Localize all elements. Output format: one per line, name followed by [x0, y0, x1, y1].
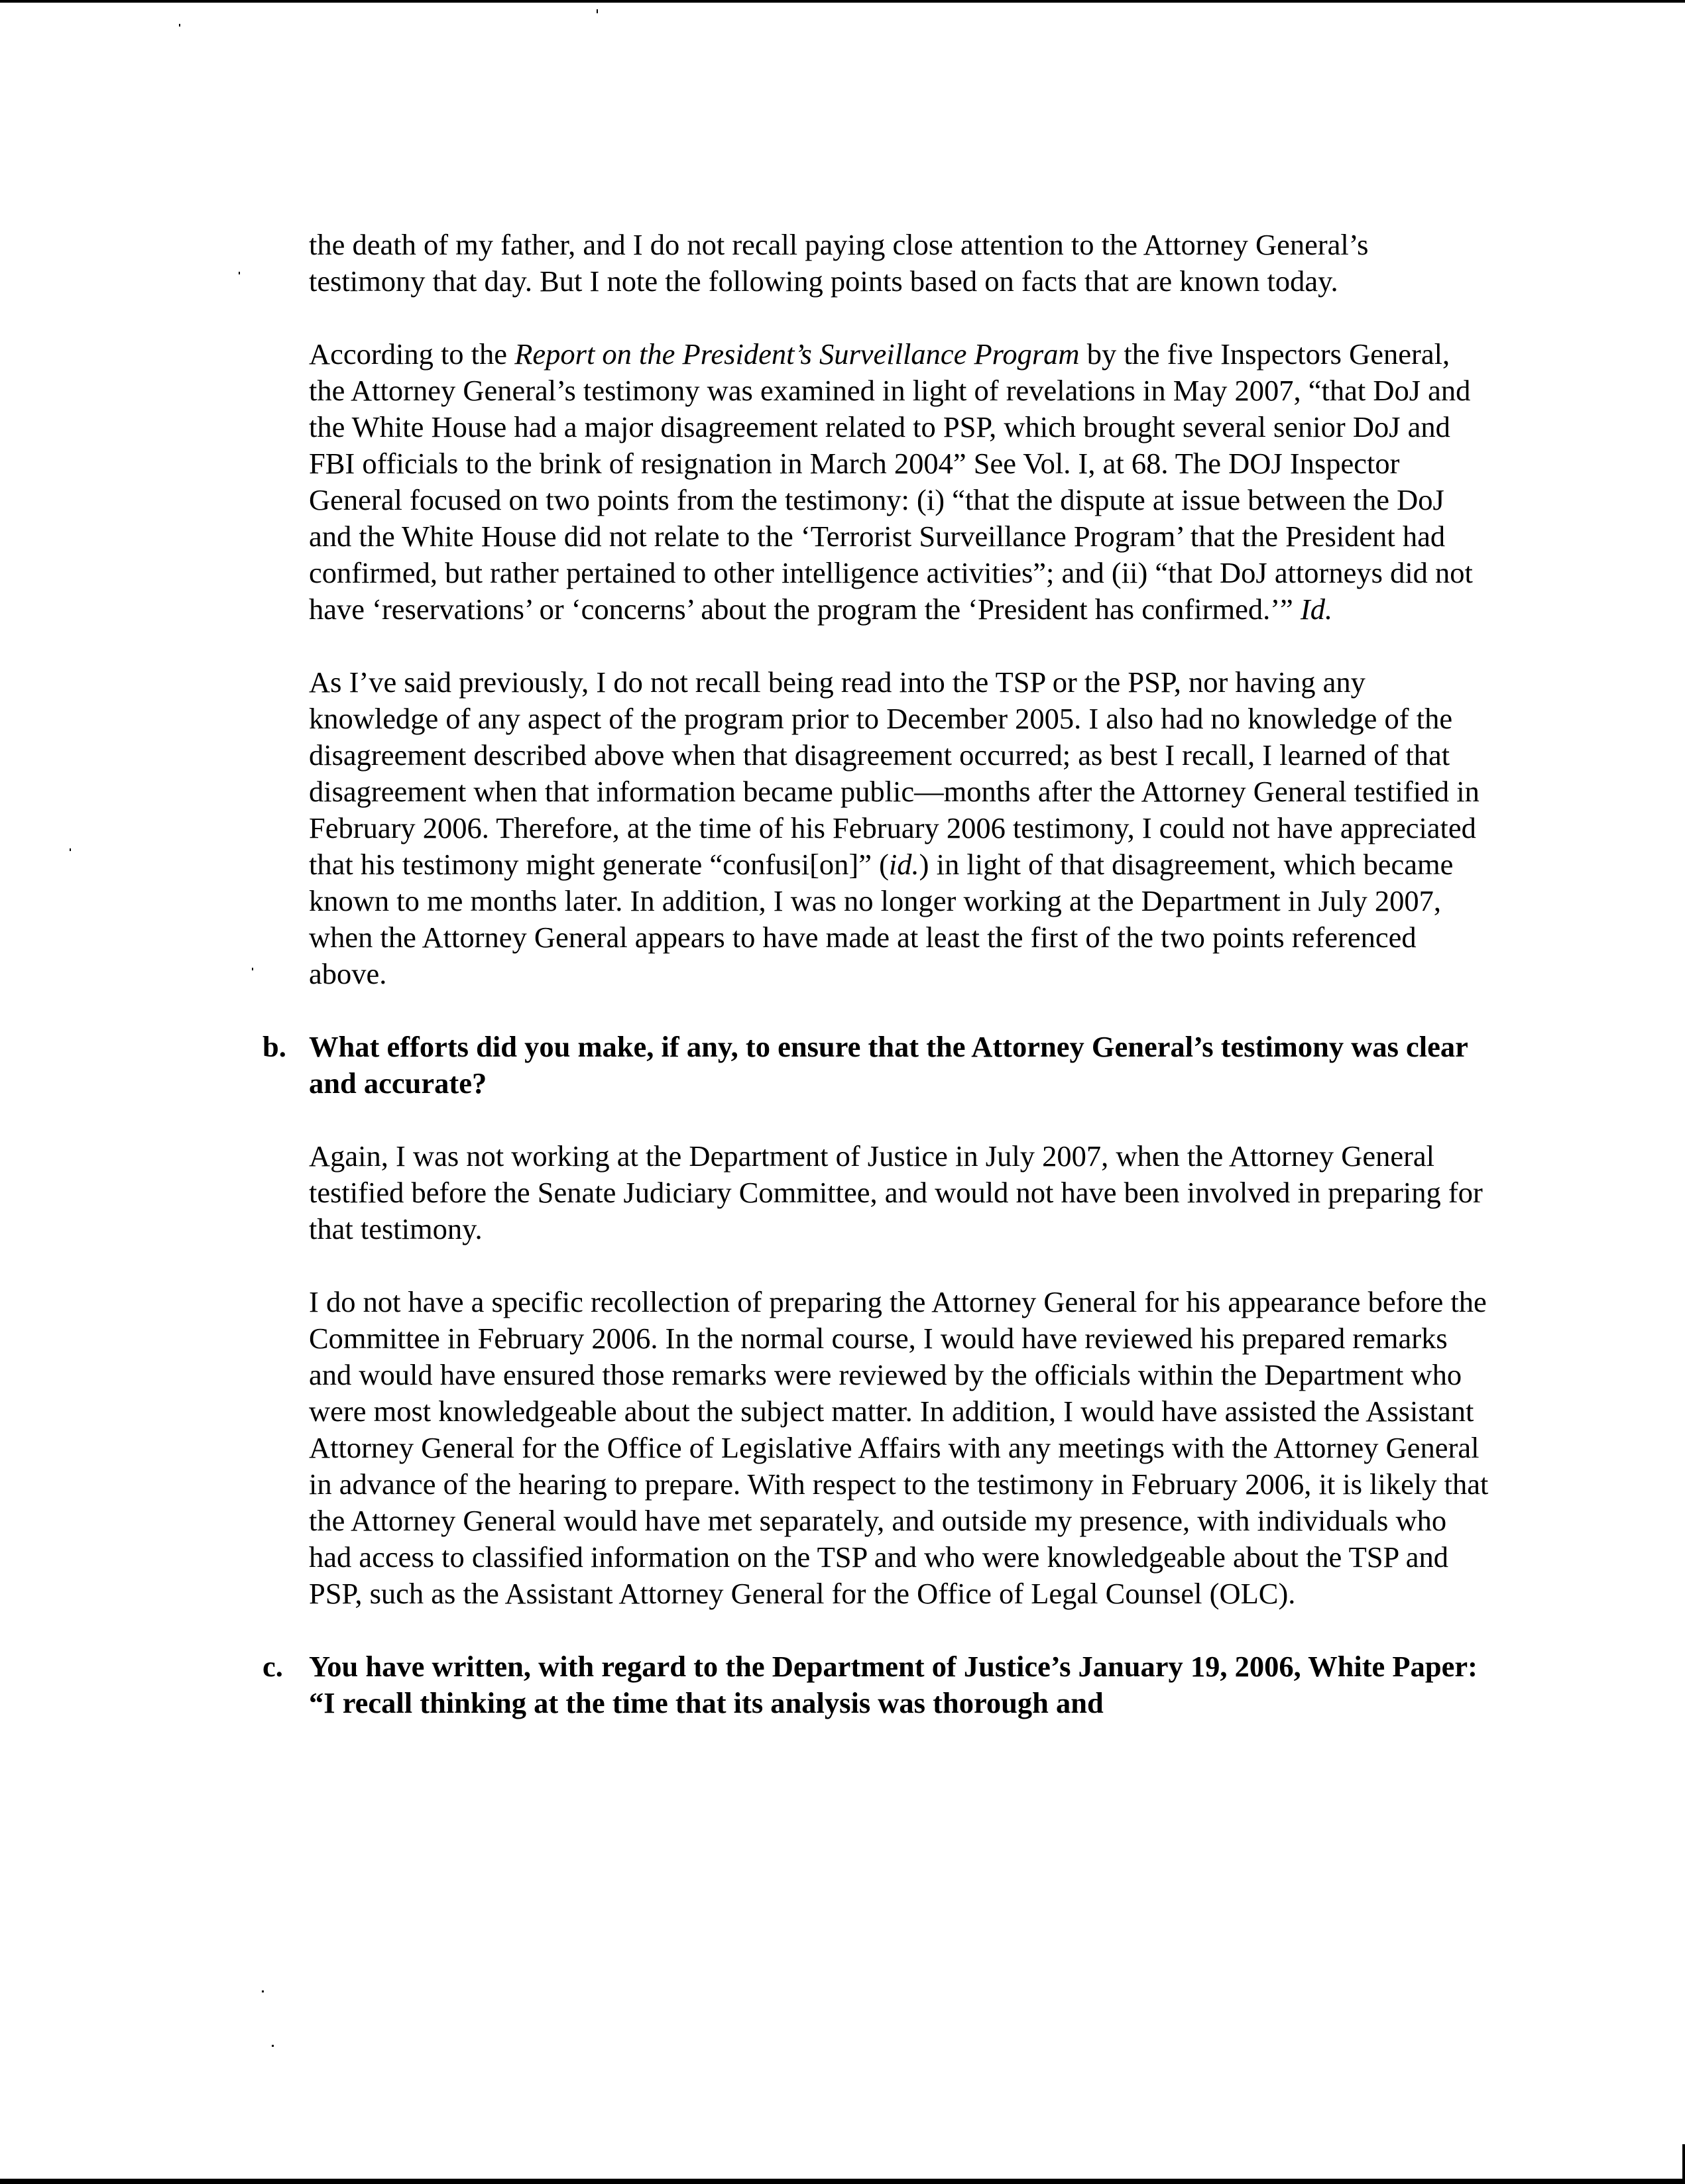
- scan-border-bottom: [0, 2179, 1685, 2184]
- italic-text: Report on the President’s Surveillance Program: [514, 337, 1080, 371]
- body-paragraph: [309, 664, 1489, 992]
- body-paragraph: [309, 336, 1489, 628]
- scan-speck: [262, 1990, 264, 1992]
- text-segment: As I’ve said previously, I do not recall being read into the TSP or the PSP, nor having any knowledge of any aspect of the program prior to December 2005. I also had no knowledge of the disagreement described above when that disagreement occurred; as best I recall, I learned of that disagreement when that information became public—months after the Attorney General testified in February 2006. Therefore, at the time of his February 2006 testimony, I could not have appreciated that his testimony might generate “confusi[on]” (: [309, 665, 1480, 881]
- text-segment: by the five Inspectors General, the Attorney General’s testimony was examined in light of revelations in May 2007, “that DoJ and the White House had a major disagreement related to PSP, which brought several senior DoJ and FBI officials to the brink of resignation in March 2004” See Vol. I, at 68. The DOJ Inspector General focused on two points from the testimony: (i) “that the dispute at issue between the DoJ and the White House did not relate to the ‘Terrorist Surveillance Program’ that the President had confirmed, but rather pertained to other intelligence activities”; and (ii) “that DoJ attorneys did not have ‘reservations’ or ‘concerns’ about the program the ‘President has confirmed.’”: [309, 337, 1473, 626]
- italic-text: Id.: [1300, 593, 1333, 626]
- answer-b-paragraph: Again, I was not working at the Department of Justice in July 2007, when the Attorney General testified before the Senate Judiciary Committee, and would not have been involved in preparing for that testimony.: [309, 1139, 1483, 1245]
- italic-text: id.: [888, 848, 919, 881]
- question-b: [262, 1029, 1489, 1102]
- intro-paragraphs: [309, 227, 1489, 992]
- question-c-marker: c.: [262, 1650, 283, 1683]
- text-segment: the death of my father, and I do not recall paying close attention to the Attorney General’s testimony that day. But I note the following points based on facts that are known today.: [309, 228, 1369, 298]
- question-c: [262, 1648, 1489, 1721]
- question-b-text: What efforts did you make, if any, to ensure that the Attorney General’s testimony was clear and accurate?: [309, 1030, 1468, 1100]
- answer-b-paragraph: I do not have a specific recollection of preparing the Attorney General for his appearance before the Committee in February 2006. In the normal course, I would have reviewed his prepared remarks and would have ensured those remarks were reviewed by the officials within the Department who were most knowledgeable about the subject matter. In addition, I would have assisted the Assistant Attorney General for the Office of Legislative Affairs with any meetings with the Attorney General in advance of the hearing to prepare. With respect to the testimony in February 2006, it is likely that the Attorney General would have met separately, and outside my presence, with individuals who had access to classified information on the TSP and who were knowledgeable about the TSP and PSP, such as the Assistant Attorney General for the Office of Legal Counsel (OLC).: [309, 1285, 1489, 1610]
- scan-speck: [179, 24, 180, 27]
- scan-speck: [272, 2045, 274, 2047]
- question-b-marker: b.: [262, 1030, 286, 1063]
- body-paragraph: [309, 227, 1489, 300]
- scan-speck: [252, 968, 253, 970]
- scan-border-right: [1682, 2144, 1685, 2184]
- text-segment: ) in light of that disagreement, which became known to me months later. In addition, I was no longer working at the Department in July 2007, when the Attorney General appears to have made at least the first of the two points referenced above.: [309, 848, 1454, 990]
- question-c-text: You have written, with regard to the Department of Justice’s January 19, 2006, White Paper: “I recall thinking at the time that its analysis was thorough and: [309, 1650, 1478, 1719]
- scan-speck: [239, 272, 240, 274]
- document-page: [262, 227, 1489, 1758]
- scan-speck: [597, 9, 598, 13]
- scan-border-top: [0, 0, 1685, 3]
- text-segment: According to the: [309, 337, 515, 371]
- scan-speck: [70, 848, 71, 851]
